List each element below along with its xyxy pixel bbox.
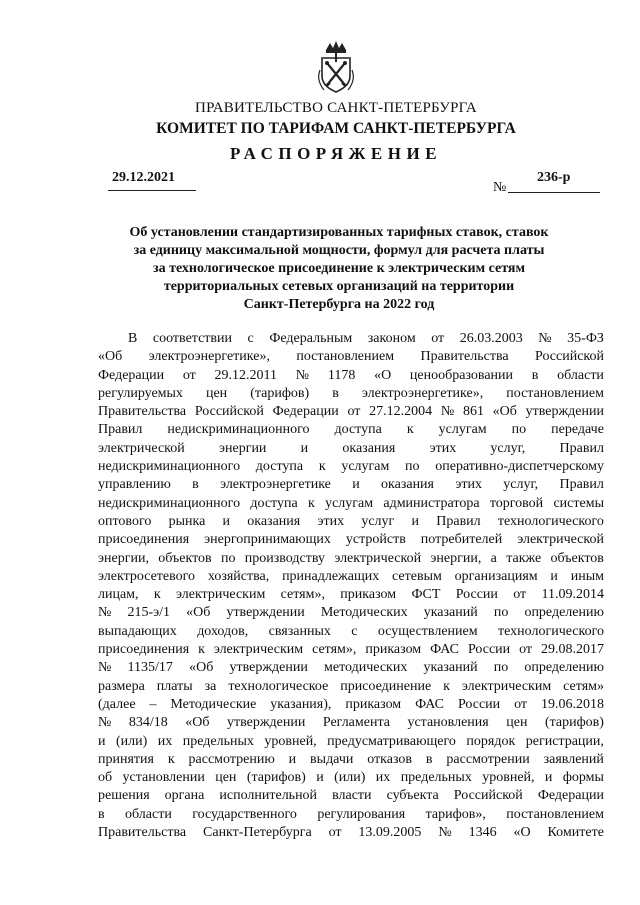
word: Комитете [547, 825, 604, 841]
word: ФАС [430, 642, 460, 658]
word: Правил [436, 513, 481, 529]
word: электрическим [175, 587, 266, 603]
body-line [98, 385, 604, 403]
word: ФАС [415, 696, 445, 712]
word: России [467, 642, 511, 658]
word: их [375, 770, 391, 786]
word: субъекта [386, 788, 439, 804]
body-line [98, 531, 604, 549]
word: отказов [367, 751, 413, 767]
word: технологического [497, 513, 604, 529]
word: рассмотрению [188, 751, 275, 767]
word: власти [332, 788, 372, 804]
word: услуг [361, 513, 395, 529]
body-line [98, 806, 604, 824]
word: в [425, 751, 433, 767]
word: Федерации [98, 367, 165, 383]
word: решения [98, 788, 150, 804]
word: от [519, 642, 533, 658]
body-line [98, 568, 604, 586]
word: оперативно-диспетчерскому [435, 459, 604, 475]
word: электрической [98, 440, 185, 456]
word: энергии [218, 440, 267, 456]
word: осуществлением [377, 623, 478, 639]
word: «Об [185, 715, 210, 731]
word: Российской [535, 349, 604, 365]
word: к [198, 642, 205, 658]
word: 861 [462, 404, 484, 420]
body-line [98, 550, 604, 568]
word: недискриминационного [98, 459, 241, 475]
word: соответствии [152, 331, 232, 346]
word: энергопринимающих [204, 532, 331, 548]
word: предельных [182, 733, 254, 749]
word: постановлением [506, 806, 604, 822]
word: Российской [194, 404, 264, 420]
word: присоединение [340, 678, 432, 694]
word: «Об [189, 660, 214, 676]
body-line [98, 787, 604, 805]
body-line [98, 641, 604, 659]
word: выдачи [310, 751, 354, 767]
word: доступа [250, 495, 298, 511]
word: цен [205, 385, 228, 401]
word: системы [553, 495, 604, 511]
word: № [440, 404, 455, 420]
word: утверждении [525, 404, 604, 420]
word: № [295, 367, 310, 383]
body-line [98, 586, 604, 604]
word: определению [524, 660, 604, 676]
word: органа [164, 788, 205, 804]
word: (тарифов) [250, 385, 310, 401]
word: и [288, 751, 297, 767]
word: производству [244, 550, 325, 566]
word: объектов [158, 550, 212, 566]
word: технологического [498, 623, 604, 639]
word: Методических [320, 605, 408, 621]
word: методических [324, 660, 408, 676]
body-line [98, 824, 604, 842]
word: технологическое [228, 678, 329, 694]
document-date: 29.12.2021 [112, 170, 175, 185]
word: выпадающих [98, 623, 177, 639]
word: и [544, 770, 553, 786]
body-line [98, 714, 604, 732]
body-line [98, 330, 604, 348]
word: «Об [492, 404, 517, 420]
word: регулируемых [98, 385, 183, 401]
word: Федерации [537, 788, 604, 804]
word: порядок [466, 733, 516, 749]
word: от [431, 331, 445, 346]
word: энергии, [98, 550, 149, 566]
word: указаний [423, 660, 478, 676]
word: ФСТ [411, 587, 441, 603]
word: 834/18 [128, 715, 168, 731]
word: России [455, 587, 498, 603]
body-line [98, 623, 604, 641]
body-line [98, 403, 604, 421]
document-number: 236-р [537, 170, 571, 185]
word: электрическим [213, 642, 304, 658]
title-line: Санкт-Петербурга на 2022 год [243, 297, 435, 312]
body-line [98, 751, 604, 769]
word: № [98, 660, 112, 676]
word: от [182, 367, 196, 383]
word: 1135/17 [127, 660, 173, 676]
word: по [493, 660, 509, 676]
word: Федеральным [269, 331, 353, 346]
body-line [98, 495, 604, 513]
word: и [300, 440, 309, 456]
word: приказом [345, 696, 402, 712]
word: 29.08.2017 [540, 642, 604, 658]
word: этих [455, 477, 482, 493]
word: исполнительной [219, 788, 318, 804]
word: Российской [453, 788, 523, 804]
word: уровней, [482, 770, 535, 786]
word: 11.09.2014 [541, 587, 604, 603]
word: Правил [559, 477, 604, 493]
body-line [98, 659, 604, 677]
word: электроэнергетике», [148, 349, 270, 365]
word: по [405, 459, 420, 475]
word: оптового [98, 513, 152, 529]
word: доступа [255, 459, 304, 475]
word: об [98, 770, 113, 786]
word: а [490, 550, 497, 566]
word: объектов [550, 550, 604, 566]
document-body [98, 330, 604, 842]
body-line [98, 440, 604, 458]
word: указания), [270, 696, 332, 712]
word: сетям», [312, 642, 357, 658]
word: (или) [115, 733, 148, 749]
word: электроэнергетике», [361, 385, 484, 401]
word: установления [407, 715, 489, 731]
word: Федерации [272, 404, 339, 420]
word: и [550, 568, 558, 584]
body-line [98, 604, 604, 622]
word: области [557, 367, 604, 383]
word: управлению [98, 477, 171, 493]
word: к [318, 459, 326, 475]
word: цен [506, 715, 528, 731]
title-line: за единицу максимальной мощности, формул для расчета платы [133, 243, 545, 258]
word: утверждении [226, 715, 306, 731]
word: (тарифов) [544, 715, 604, 731]
word: лицам, [98, 587, 139, 603]
word: связанных [268, 623, 331, 639]
word: доходов, [197, 623, 249, 639]
word: торговой [489, 495, 544, 511]
word: оказания [247, 513, 301, 529]
word: принятия [98, 751, 154, 767]
word: потребителей [420, 532, 503, 548]
word: тарифов», [425, 806, 486, 822]
word: передаче [551, 422, 604, 438]
word: от [347, 404, 361, 420]
word: «О [374, 367, 392, 383]
word: формы [562, 770, 604, 786]
word: и [352, 477, 360, 493]
word: государственного [192, 806, 297, 822]
word: Правительства [98, 404, 187, 420]
word: услуг, [503, 477, 539, 493]
word: законом [367, 331, 416, 346]
body-line [98, 348, 604, 366]
word: (тарифов) [246, 770, 306, 786]
word: с [247, 331, 254, 346]
word: предельных [400, 770, 472, 786]
word: доступа [334, 422, 382, 438]
word: от [514, 696, 528, 712]
body-line [98, 696, 604, 714]
word: 1178 [327, 367, 356, 383]
body-line [98, 733, 604, 751]
word: хозяйства, [207, 568, 270, 584]
body-line [98, 678, 604, 696]
word: рынка [168, 513, 206, 529]
word: оказания [342, 440, 396, 456]
word: Правительства [420, 349, 509, 365]
word: за [204, 678, 217, 694]
date-underline [108, 190, 196, 191]
committee-heading: КОМИТЕТ ПО ТАРИФАМ САНКТ-ПЕТЕРБУРГА [156, 120, 516, 137]
word: сетевым [392, 568, 442, 584]
word: определению [524, 605, 604, 621]
word: к [406, 422, 414, 438]
word: приказом [340, 587, 397, 603]
word: 26.03.2003 [459, 331, 523, 346]
document-type-heading: РАСПОРЯЖЕНИЕ [229, 144, 443, 163]
number-sign: № [493, 180, 507, 195]
word: утверждении [226, 605, 305, 621]
word: услугам [438, 422, 487, 438]
word: области [125, 806, 172, 822]
word: и [222, 513, 231, 529]
word: услугам [341, 459, 390, 475]
word: 215-э/1 [127, 605, 171, 621]
title-line: за технологическое присоединение к электрическим сетям [152, 261, 526, 276]
word: «Об [186, 605, 211, 621]
word: недискриминационного [167, 422, 310, 438]
document-title [100, 224, 578, 314]
word: электрической [334, 550, 422, 566]
word: электроэнергетике [220, 477, 331, 493]
word: этих [317, 513, 345, 529]
word: размера [98, 678, 145, 694]
coat-of-arms-icon [314, 40, 358, 96]
word: России [457, 696, 501, 712]
body-line [98, 458, 604, 476]
word: электрическим [461, 678, 552, 694]
word: к [153, 587, 161, 603]
word: 35-ФЗ [567, 331, 604, 346]
word: в [531, 367, 539, 383]
word: по [511, 422, 527, 438]
word: приказом [365, 642, 422, 658]
word: рассмотрении [446, 751, 530, 767]
word: по [220, 550, 236, 566]
word: регулирования [317, 806, 406, 822]
word: в [98, 806, 105, 822]
word: в [192, 477, 199, 493]
word: Методические [170, 696, 257, 712]
word: и [98, 733, 106, 749]
word: Правительства [98, 825, 187, 841]
word: № [538, 331, 552, 346]
title-line: Об установлении стандартизированных тарифных ставок, ставок [129, 225, 549, 240]
word: ценообразовании [409, 367, 514, 383]
word: № [98, 715, 112, 731]
word: с [351, 623, 358, 639]
word: В [128, 331, 138, 346]
word: организациям [454, 568, 538, 584]
word: 13.09.2005 [358, 825, 422, 841]
word: Регламента [322, 715, 390, 731]
body-line [98, 769, 604, 787]
word: этих [429, 440, 457, 456]
body-line [98, 421, 604, 439]
word: оказания [381, 477, 434, 493]
word: электрической [517, 532, 604, 548]
word: Санкт-Петербурга [203, 825, 312, 841]
word: от [513, 587, 527, 603]
word: постановлением [296, 349, 395, 365]
body-line [98, 367, 604, 385]
government-heading: ПРАВИТЕЛЬСТВО САНКТ-ПЕТЕРБУРГА [195, 100, 477, 116]
word: присоединения [98, 642, 190, 658]
word: уровней, [264, 733, 317, 749]
word: и [411, 513, 420, 529]
word: 29.12.2011 [214, 367, 278, 383]
word: заявлений [543, 751, 604, 767]
word: присоединения [98, 532, 190, 548]
word: «О [513, 825, 531, 841]
word: принадлежащих [282, 568, 380, 584]
word: цен [215, 770, 237, 786]
word: 27.12.2004 [369, 404, 433, 420]
word: регистрации, [525, 733, 604, 749]
word: к [307, 495, 315, 511]
body-line [98, 513, 604, 531]
word: услуг, [490, 440, 526, 456]
word: указаний [423, 605, 478, 621]
word: энергии, [430, 550, 482, 566]
word: предусматривающего [327, 733, 456, 749]
word: недискриминационного [98, 495, 241, 511]
word: платы [156, 678, 193, 694]
word: иным [570, 568, 604, 584]
word: «Об [98, 349, 123, 365]
word: № [438, 825, 452, 841]
word: сетям», [280, 587, 325, 603]
word: администратора [383, 495, 480, 511]
word: электросетевого [98, 568, 196, 584]
word: от [328, 825, 342, 841]
word: сетям» [563, 678, 604, 694]
word: услугам [325, 495, 374, 511]
word: в [332, 385, 339, 401]
word: (или) [334, 770, 366, 786]
word: постановлением [506, 385, 604, 401]
word: по [493, 605, 509, 621]
word: устройств [345, 532, 406, 548]
body-line [98, 476, 604, 494]
word: и [316, 770, 324, 786]
word: 19.06.2018 [540, 696, 604, 712]
number-underline [508, 192, 600, 193]
word: 1346 [468, 825, 497, 841]
word: утверждении [229, 660, 308, 676]
word: к [443, 678, 450, 694]
word: установлении [122, 770, 205, 786]
word: № [98, 605, 112, 621]
word: Правил [559, 440, 604, 456]
word: (далее [98, 696, 136, 712]
word: Правил [98, 422, 143, 438]
word: их [157, 733, 173, 749]
title-line: территориальных сетевых организаций на территории [163, 279, 515, 294]
word: к [167, 751, 175, 767]
word: также [506, 550, 542, 566]
word: – [149, 696, 157, 712]
